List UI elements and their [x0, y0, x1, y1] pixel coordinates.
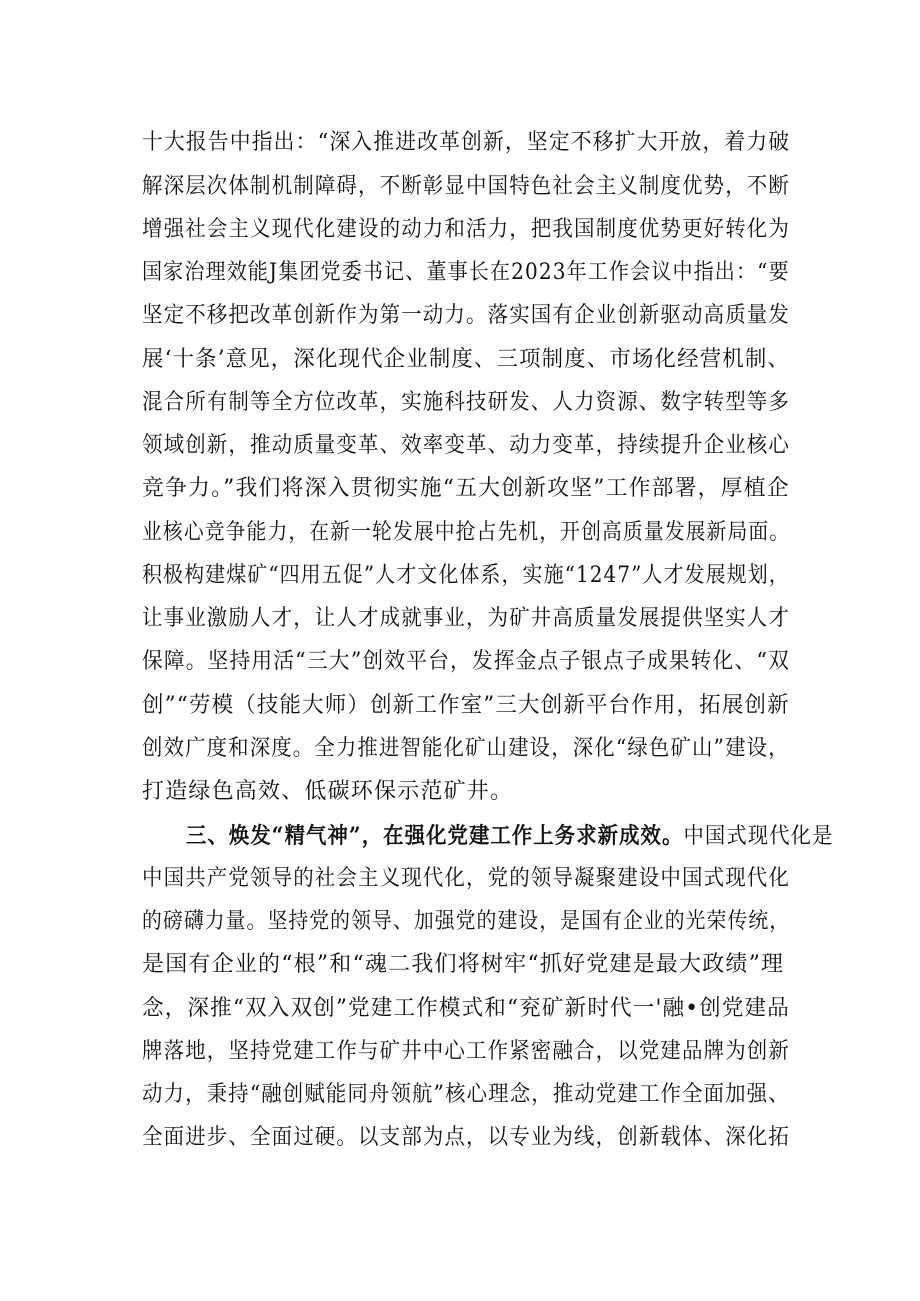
text-line: 十大报告中指出：“深入推进改革创新，坚定不移扩大开放，着力破 — [142, 130, 791, 155]
text-line: 动力，秉持“融创赋能同舟领航”核心理念，推动党建工作全面加强、 — [142, 1082, 790, 1107]
text-line: 创”“劳模（技能大师）创新工作室”三大创新平台作用，拓展创新 — [142, 693, 790, 718]
text-line: 打造绿色高效、低碳环保示范矿井。 — [142, 779, 514, 804]
section-heading-line — [186, 821, 834, 851]
text-line: 保障。坚持用活“三大”创效平台，发挥金点子银点子成果转化、“双 — [142, 649, 790, 674]
text-line: 增强社会主义现代化建设的动力和活力，把我国制度优势更好转化为 — [142, 217, 791, 242]
text-line: 全面进步、全面过硬。以支部为点，以专业为线，创新载体、深化拓 — [142, 1125, 791, 1150]
text-line: 解深层次体制机制障碍，不断彰显中国特色社会主义制度优势，不断 — [142, 174, 791, 199]
text-line: 中国共产党领导的社会主义现代化，党的领导凝聚建设中国式现代化 — [142, 866, 791, 891]
text-line: 坚定不移把改革创新作为第一动力。落实国有企业创新驱动高质量发 — [142, 303, 791, 328]
text-line: 牌落地，坚持党建工作与矿井中心工作紧密融合，以党建品牌为创新 — [142, 1039, 791, 1064]
text-line: 业核心竞争能力，在新一轮发展中抢占先机，开创高质量发展新局面。 — [142, 520, 791, 545]
text-line: 是国有企业的“根”和“魂二我们将树牢“抓好党建是最大政绩”理 — [142, 952, 785, 977]
text-line: 混合所有制等全方位改革，实施科技研发、人力资源、数字转型等多 — [142, 390, 791, 415]
text-line: 国家治理效能J集团党委书记、董事长在2023年工作会议中指出：“要 — [142, 260, 790, 285]
text-line: 念，深推“双入双创”党建工作模式和“兖矿新时代一'融•创党建品 — [142, 996, 790, 1021]
text-line: 让事业激励人才，让人才成就事业，为矿井高质量发展提供坚实人才 — [142, 606, 791, 631]
text-line: 领域创新，推动质量变革、效率变革、动力变革，持续提升企业核心 — [142, 433, 791, 458]
text-line: 积极构建煤矿“四用五促”人才文化体系，实施“1247”人才发展规划， — [142, 563, 790, 588]
text-line: 竞争力。”我们将深入贯彻实施“五大创新攻坚”工作部署，厚植企 — [142, 476, 790, 501]
section-heading: 三、焕发“精气神”，在强化党建工作上务求新成效。 — [186, 823, 684, 849]
text-line: 创效广度和深度。全力推进智能化矿山建设，深化“绿色矿山”建设， — [142, 736, 790, 761]
text-line: 的磅礴力量。坚持党的领导、加强党的建设，是国有企业的光荣传统， — [142, 909, 791, 934]
heading-line-text: 中国式现代化是 — [683, 824, 834, 849]
text-line: 展‘十条’意见，深化现代企业制度、三项制度、市场化经营机制、 — [142, 347, 790, 372]
